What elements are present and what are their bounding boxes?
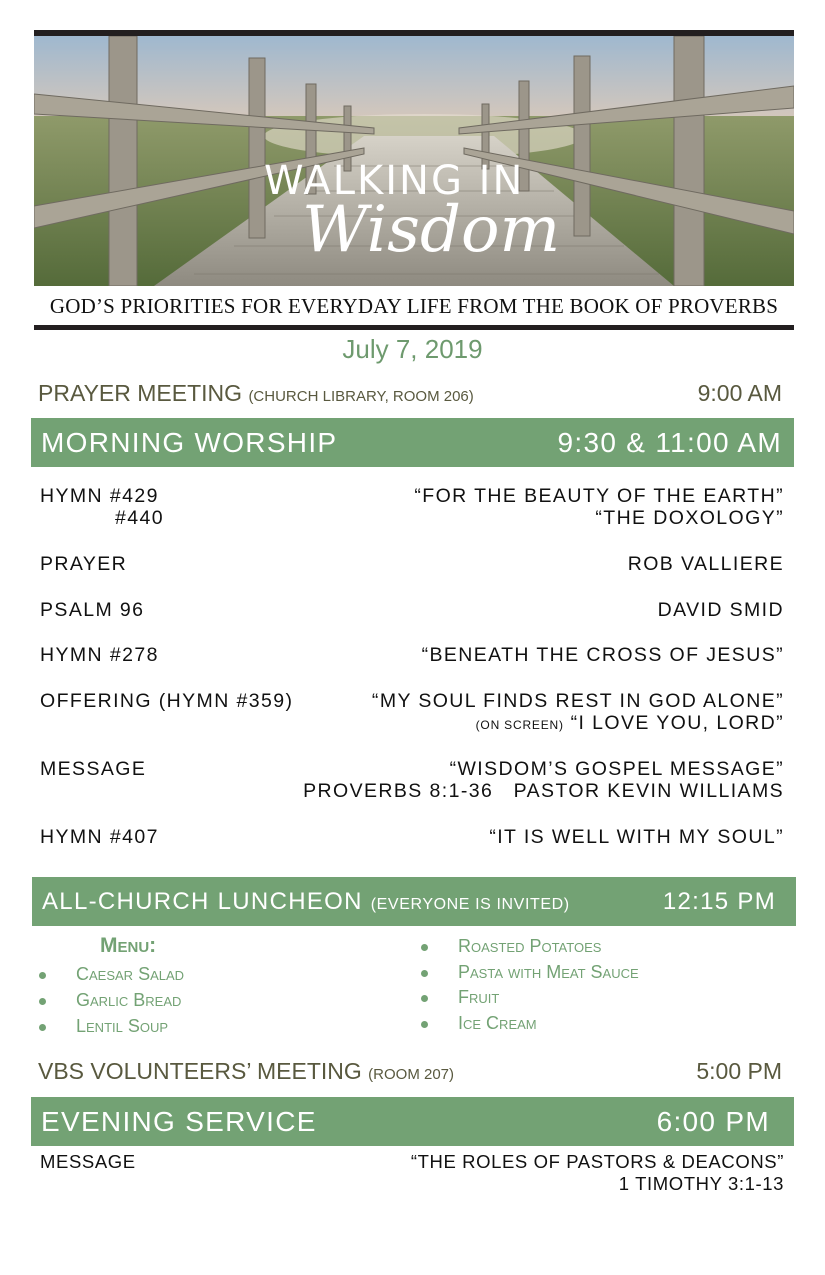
- bullet-icon: [421, 1021, 428, 1028]
- evening-service-header: [31, 1097, 794, 1146]
- luncheon-header: [32, 877, 796, 926]
- item-right: ROB VALLIERE: [627, 553, 784, 575]
- bullet-icon: [421, 970, 428, 977]
- evening-message-label: MESSAGE: [40, 1151, 136, 1172]
- series-subtitle: GOD’S PRIORITIES FOR EVERYDAY LIFE FROM THE BOOK OF PROVERBS: [49, 294, 779, 318]
- luncheon-label: ALL-CHURCH LUNCHEON: [42, 888, 363, 915]
- order-item-prayer: [40, 553, 784, 576]
- menu-heading: Menu:: [100, 934, 157, 957]
- item-right: “FOR THE BEAUTY OF THE EARTH”: [414, 485, 784, 507]
- bullet-icon: [421, 944, 428, 951]
- order-item-offering: [40, 690, 784, 713]
- evening-message-ref: 1 TIMOTHY 3:1-13: [618, 1173, 784, 1194]
- banner-title-line1: WALKING IN: [264, 158, 525, 204]
- evening-message-row: [40, 1151, 784, 1194]
- item-right: PROVERBS 8:1-36 PASTOR KEVIN WILLIAMS: [303, 780, 784, 802]
- on-screen-note: (ON SCREEN): [475, 718, 564, 732]
- item-left: HYMN #429: [40, 485, 159, 507]
- bridge-illustration: [34, 36, 794, 286]
- item-right: “I LOVE YOU, LORD”: [570, 712, 784, 734]
- item-right: DAVID SMID: [657, 599, 784, 621]
- vbs-meeting-row: [38, 1058, 782, 1085]
- order-item-hymn-407: [40, 826, 784, 849]
- evening-message-title: “THE ROLES OF PASTORS & DEACONS”: [410, 1151, 784, 1172]
- item-left: HYMN #278: [40, 644, 159, 666]
- evening-service-time: 6:00 PM: [656, 1106, 770, 1137]
- bullet-icon: [39, 998, 46, 1005]
- item-left: HYMN #407: [40, 826, 159, 848]
- vbs-meeting-time: 5:00 PM: [696, 1058, 782, 1084]
- order-item-hymn-278: [40, 644, 784, 667]
- vbs-meeting-location: (ROOM 207): [368, 1066, 455, 1083]
- luncheon-time: 12:15 PM: [662, 888, 776, 915]
- item-left: OFFERING (HYMN #359): [40, 690, 294, 712]
- order-item-message: [40, 758, 784, 781]
- item-right: “MY SOUL FINDS REST IN GOD ALONE”: [371, 690, 784, 712]
- morning-worship-time: 9:30 & 11:00 AM: [557, 427, 782, 458]
- item-right: “THE DOXOLOGY”: [595, 507, 784, 529]
- item-left: MESSAGE: [40, 758, 147, 780]
- order-item-hymn-440: [40, 507, 784, 530]
- subtitle-rule: [34, 325, 794, 330]
- bullet-icon: [39, 972, 46, 979]
- morning-worship-header: [31, 418, 794, 467]
- item-left: PRAYER: [40, 553, 128, 575]
- prayer-meeting-label: PRAYER MEETING: [38, 380, 243, 406]
- item-right: “IT IS WELL WITH MY SOUL”: [489, 826, 784, 848]
- morning-worship-label: MORNING WORSHIP: [41, 427, 338, 458]
- item-right: “BENEATH THE CROSS OF JESUS”: [421, 644, 784, 666]
- prayer-meeting-time: 9:00 AM: [697, 380, 782, 406]
- luncheon-note: (EVERYONE IS INVITED): [370, 896, 570, 913]
- prayer-meeting-location: (CHURCH LIBRARY, ROOM 206): [248, 388, 474, 405]
- banner-image: [34, 36, 794, 286]
- item-right: “WISDOM’S GOSPEL MESSAGE”: [449, 758, 784, 780]
- order-item-psalm: [40, 599, 784, 622]
- evening-service-label: EVENING SERVICE: [41, 1106, 317, 1137]
- bulletin-date: July 7, 2019: [342, 334, 483, 364]
- prayer-meeting-row: [38, 380, 782, 407]
- item-left: PSALM 96: [40, 599, 145, 621]
- item-left: #440: [115, 507, 164, 529]
- order-item-hymn-429: [40, 485, 784, 508]
- banner-title-line2: Wisdom: [302, 193, 561, 267]
- vbs-meeting-label: VBS VOLUNTEERS’ MEETING: [38, 1058, 362, 1084]
- bullet-icon: [421, 995, 428, 1002]
- bullet-icon: [39, 1024, 46, 1031]
